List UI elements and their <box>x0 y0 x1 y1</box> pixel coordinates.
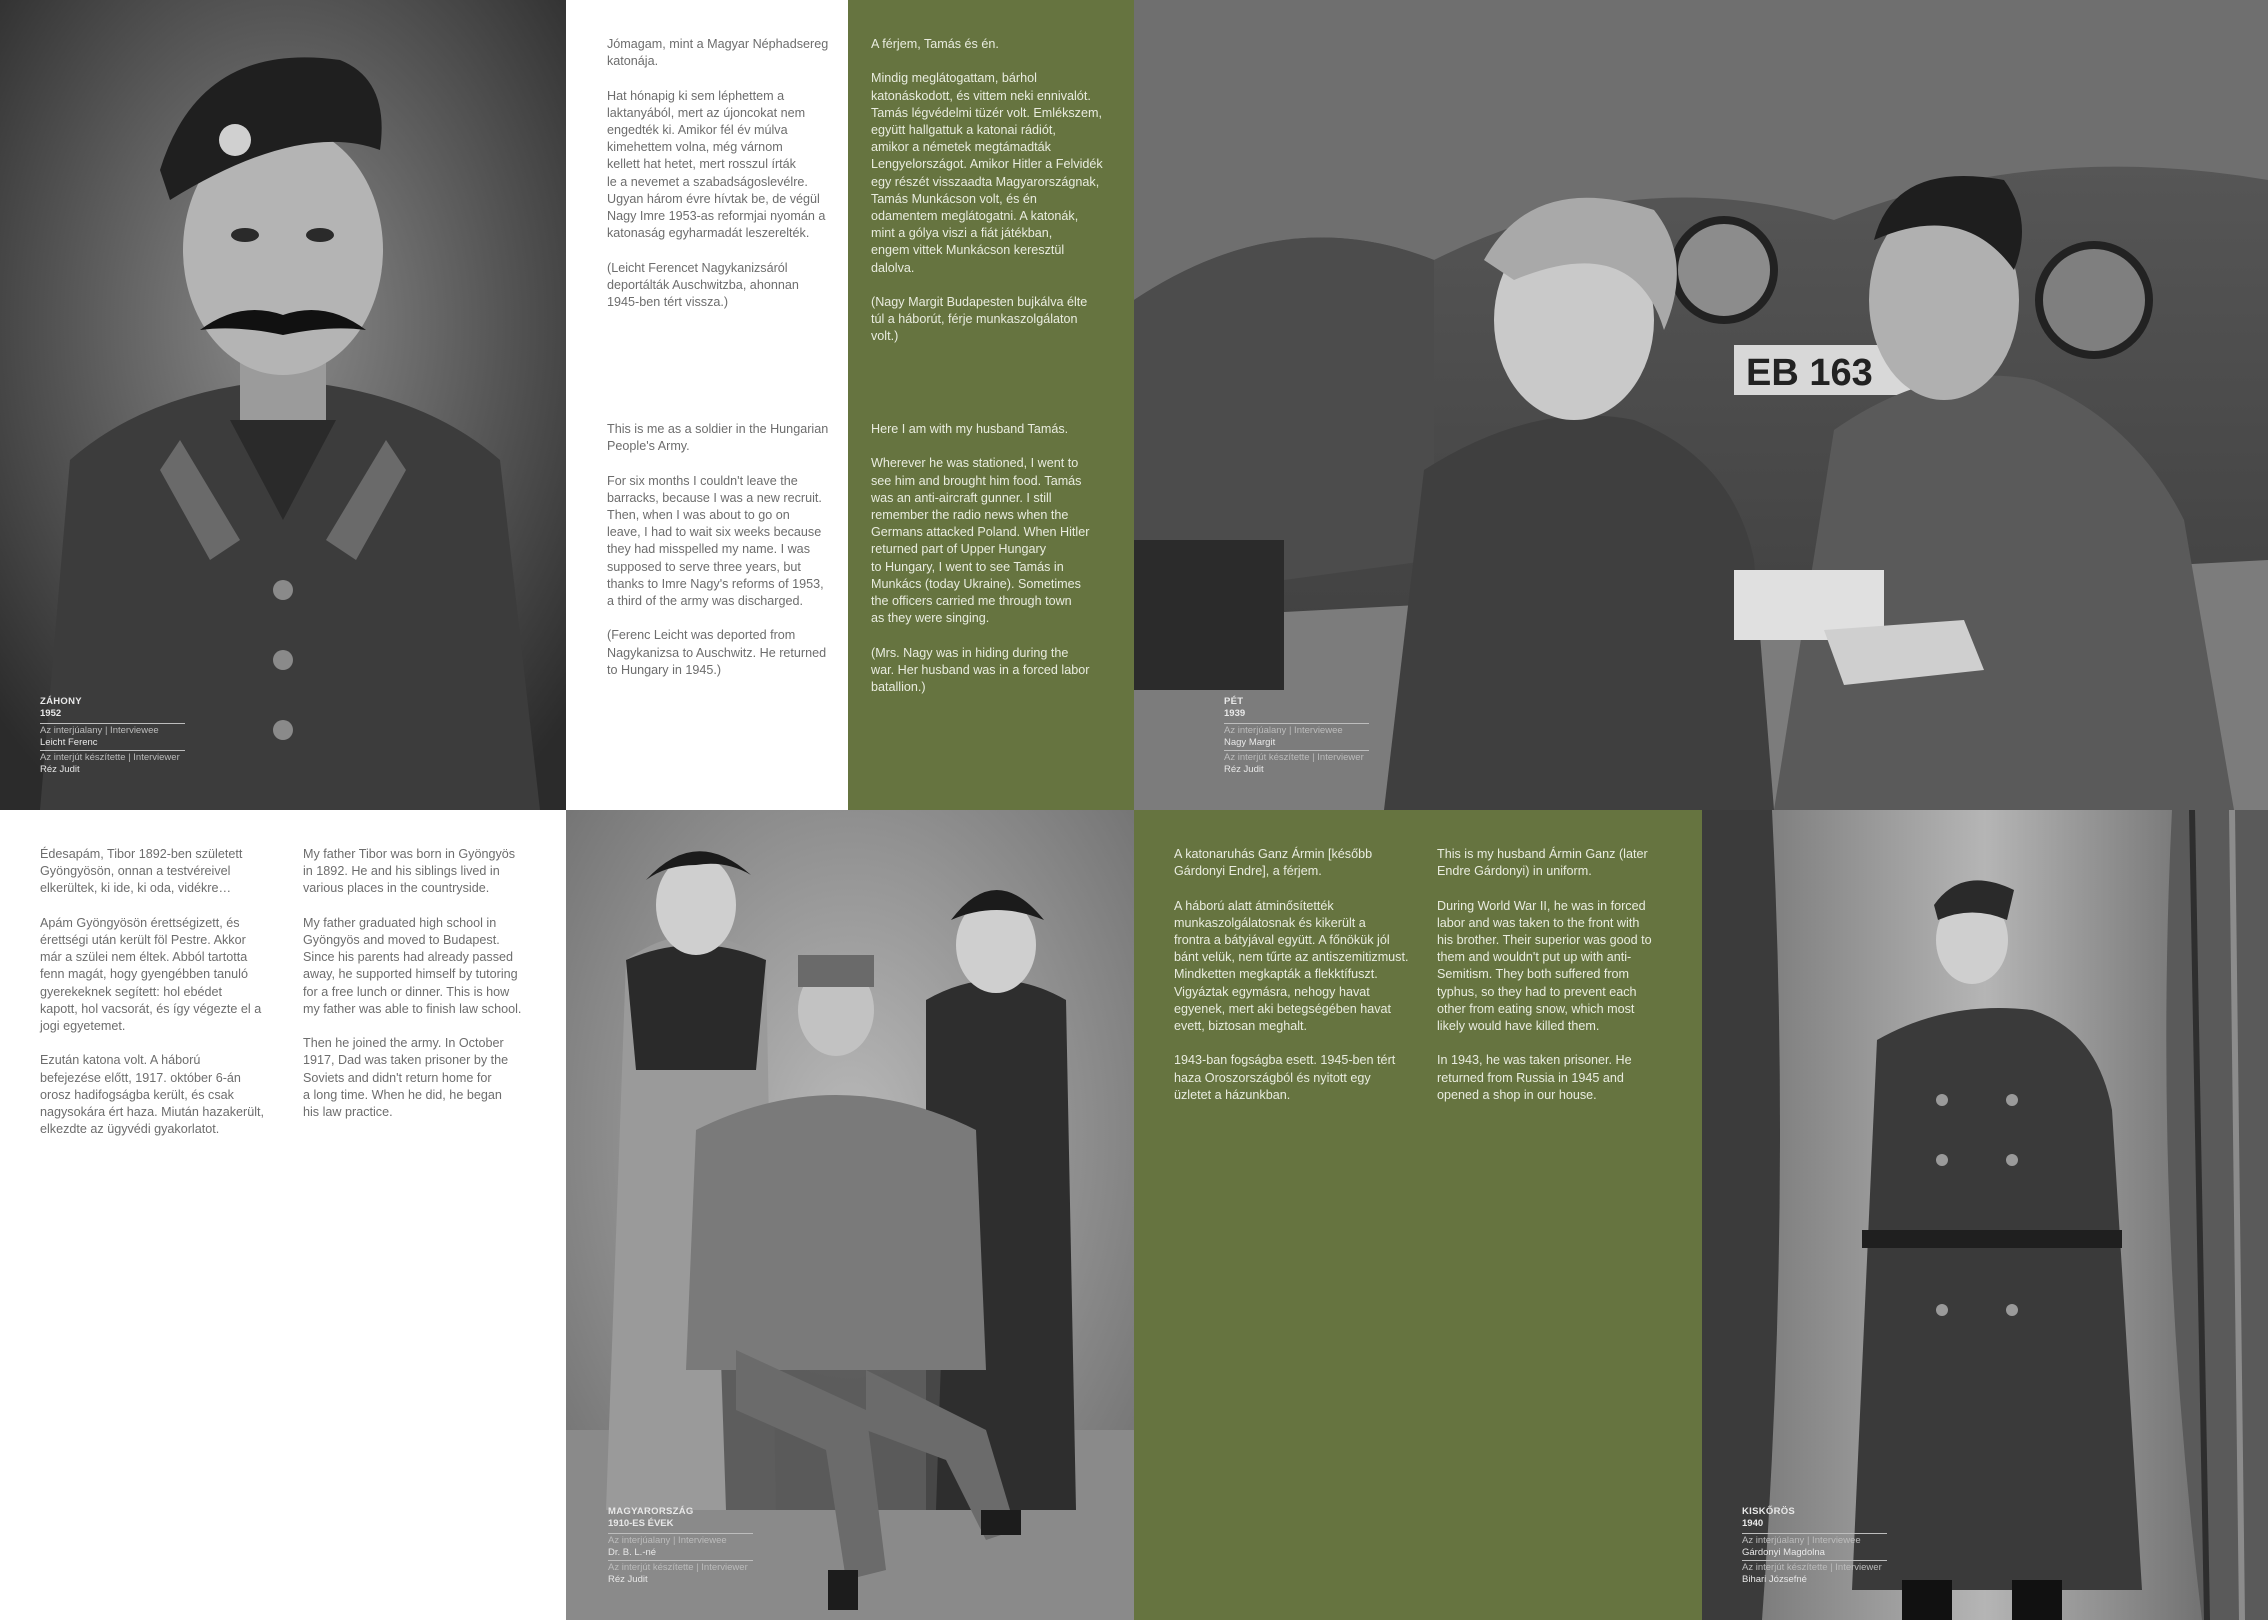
caption-interviewer: Réz Judit <box>1224 763 1264 775</box>
caption-interviewer: Bihari Józsefné <box>1742 1573 1807 1585</box>
caption-interviewer-label: Az interjút készítette | Interviewer <box>1224 752 1364 763</box>
caption-interviewer: Réz Judit <box>608 1573 648 1585</box>
photo-caption-pet <box>1224 696 1369 775</box>
caption-interviewee-label: Az interjúalany | Interviewee <box>40 725 159 736</box>
caption-interviewer-label: Az interjút készítette | Interviewer <box>40 752 180 763</box>
caption-place: KISKŐRÖS <box>1742 1506 1796 1517</box>
caption-year: 1910-ES ÉVEK <box>608 1517 674 1529</box>
soldier-standing-photo <box>1702 810 2268 1620</box>
caption-interviewee-label: Az interjúalany | Interviewee <box>608 1535 727 1546</box>
text-panel-nagy <box>848 0 1134 810</box>
family-group-illustration <box>566 810 1134 1620</box>
couple-eating-illustration <box>1134 0 2268 810</box>
caption-interviewee: Gárdonyi Magdolna <box>1742 1546 1825 1558</box>
caption-place: PÉT <box>1224 696 1244 707</box>
ganz-text-hu: A katonaruhás Ganz Ármin [később Gárdonyi Endre], a férjem. A háború alatt átminősítették munkaszolgálatosnak és kikerült a frontra a bátyjával együtt. A főnökük jól bánt velük, nem tűrte az antiszemitizmust. Mindketten megkapták a flekktífuszt. Vigyáztak egymásra, nehogy havat egyenek, mert aki betegségében havat evett, biztosan meghalt. 1943-ban fogságba esett. 1945-ben tért haza Oroszországból és nyitott egy üzletet a házunkban. <box>1174 847 1409 1102</box>
caption-interviewer-label: Az interjút készítette | Interviewer <box>608 1562 748 1573</box>
nagy-text-hu: A férjem, Tamás és én. Mindig meglátogattam, bárhol katonáskodott, és vittem neki ennivalót. Tamás légvédelmi tüzér volt. Emlékszem, együtt hallgattuk a katonai rádiót, amikor a németek megtámadták Lengyelországot. Amikor Hitler a Felvidék egy részét visszaadta Magyarországnak, Tamás Munkácson volt, és én odamentem meglátogatni. A katonák, mint a gólya viszi a fiát játékban, engem vittek Munkácson keresztül dalolva. (Nagy Margit Budapesten bujkálva élte túl a háborút, férje munkaszolgálaton volt.) <box>871 37 1103 344</box>
caption-interviewee: Nagy Margit <box>1224 736 1276 748</box>
family-group-photo <box>566 810 1134 1620</box>
tibor-text-en: My father Tibor was born in Gyöngyös in 1892. He and his siblings lived in various places in the countryside. My father graduated high school in Gyöngyös and moved to Budapest. Since his parents had already passed away, he supported himself by tutoring for a free lunch or dinner. This is how my father was able to finish law school. Then he joined the army. In October 1917, Dad was taken prisoner by the Soviets and didn't return home for a long time. When he did, he began his law practice. <box>303 847 522 1120</box>
caption-year: 1952 <box>40 707 62 719</box>
svg-text:EB 163: EB 163 <box>1746 352 1873 394</box>
text-panel-tibor <box>0 810 566 1620</box>
soldier-portrait-illustration <box>0 0 566 810</box>
couple-eating-photo <box>1134 0 2268 810</box>
leicht-text-hu: Jómagam, mint a Magyar Néphadsereg katonája. Hat hónapig ki sem léphettem a laktanyából, mert az újoncokat nem engedték ki. Amikor fél év múlva kimehettem volna, még várnom kellett hat hetet, mert rosszul írták le a nevemet a szabadságoslevélre. Ugyan három évre hívtak be, de végül Nagy Imre 1953-as reformjai nyomán a katonaság egyharmadát leszerelték. (Leicht Ferencet Nagykanizsáról deportálták Auschwitzba, ahonnan 1945-ben tért vissza.) <box>607 37 829 310</box>
ganz-text-en: This is my husband Ármin Ganz (later Endre Gárdonyi) in uniform. During World War II, he was in forced labor and was taken to the front with his brother. Their superior was good to them and wouldn't put up with anti- Semitism. They both suffered from typhus, so they had to prevent each other from eating snow, which most likely would have killed them. In 1943, he was taken prisoner. He returned from Russia in 1945 and opened a shop in our house. <box>1437 847 1652 1102</box>
caption-interviewee: Dr. B. L.-né <box>608 1546 657 1558</box>
caption-interviewee-label: Az interjúalany | Interviewee <box>1742 1535 1861 1546</box>
caption-interviewee-label: Az interjúalany | Interviewee <box>1224 725 1343 736</box>
photo-caption-kiskoros <box>1742 1506 1887 1585</box>
soldier-portrait-photo <box>0 0 566 810</box>
tibor-text-hu: Édesapám, Tibor 1892-ben született Gyöngyösön, onnan a testvéreivel elkerültek, ki ide, ki oda, vidékre… Apám Gyöngyösön érettségizett, és érettségi után került föl Pestre. Akkor már a szülei nem éltek. Abból tartotta fenn magát, hogy gyengébben tanuló gyerekeknek segített: hol ebédet kapott, hol vacsorát, és így végezte el a jogi egyetemet. Ezután katona volt. A háború befejezése előtt, 1917. október 6-án orosz hadifogságba került, és csak nagysokára ért haza. Miután hazakerült, elkezdte az ügyvédi gyakorlatot. <box>40 847 265 1137</box>
caption-year: 1939 <box>1224 707 1246 719</box>
caption-interviewer-label: Az interjút készítette | Interviewer <box>1742 1562 1882 1573</box>
nagy-text-en: Here I am with my husband Tamás. Wherever he was stationed, I went to see him and brought him food. Tamás was an anti-aircraft gunner. I still remember the radio news when the Germans attacked Poland. When Hitler returned part of Upper Hungary to Hungary, I went to see Tamás in Munkács (today Ukraine). Sometimes the officers carried me through town as they were singing. (Mrs. Nagy was in hiding during the war. Her husband was in a forced labor batallion.) <box>871 422 1090 695</box>
soldier-standing-illustration <box>1702 810 2268 1620</box>
photo-caption-magyarorszag <box>608 1506 753 1585</box>
text-panel-leicht <box>566 0 848 810</box>
caption-year: 1940 <box>1742 1517 1764 1529</box>
caption-place: ZÁHONY <box>40 696 82 707</box>
caption-interviewer: Réz Judit <box>40 763 80 775</box>
photo-caption-zahony <box>40 696 185 775</box>
caption-interviewee: Leicht Ferenc <box>40 736 98 748</box>
text-panel-ganz <box>1134 810 1702 1620</box>
leicht-text-en: This is me as a soldier in the Hungarian People's Army. For six months I couldn't leave the barracks, because I was a new recruit. Then, when I was about to go on leave, I had to wait six weeks because they had misspelled my name. I was supposed to serve three years, but thanks to Imre Nagy's reforms of 1953, a third of the army was discharged. (Ferenc Leicht was deported from Nagykanizsa to Auschwitz. He returned to Hungary in 1945.) <box>607 422 829 677</box>
caption-place: MAGYARORSZÁG <box>608 1506 694 1517</box>
